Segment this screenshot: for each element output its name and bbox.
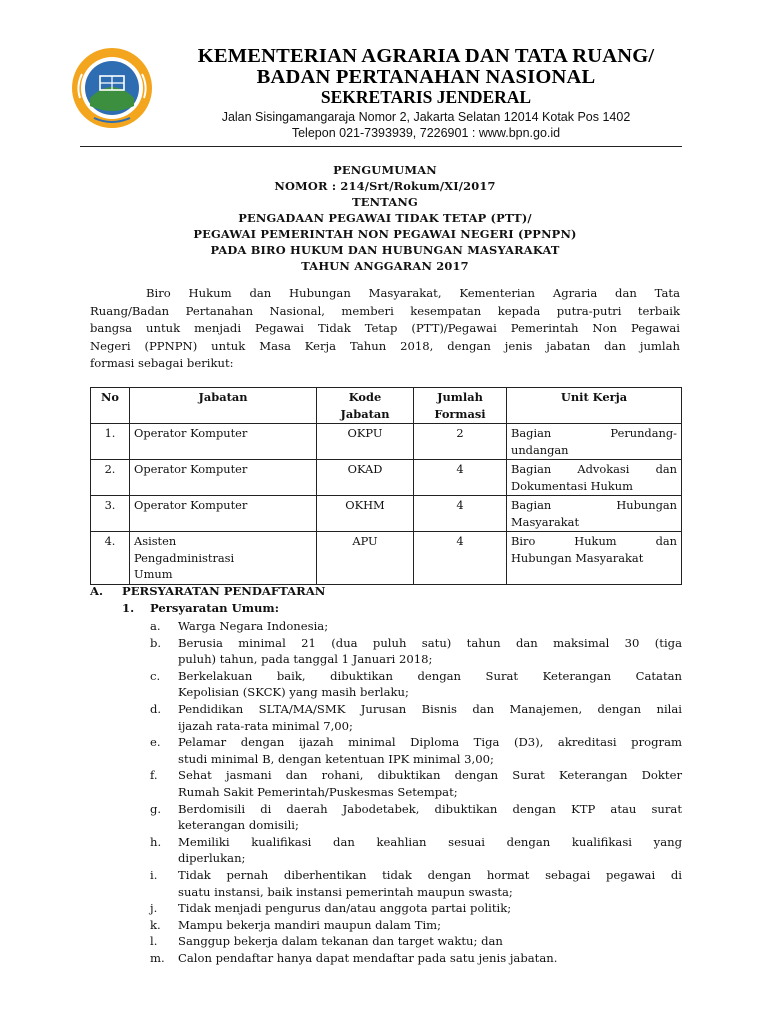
header-kode xyxy=(317,388,414,424)
announcement-number: NOMOR : 214/Srt/Rokum/XI/2017 xyxy=(274,179,496,193)
item-text: Tidak menjadi pengurus dan/atau anggota partai politik; xyxy=(178,901,512,916)
item-text: Mampu bekerja mandiri maupun dalam Tim; xyxy=(178,917,442,932)
cell-no: 2. xyxy=(91,460,130,496)
table-row xyxy=(91,496,682,532)
item-text: Berusia minimal 21 (dua puluh satu) tahun dan maksimal 30 (tiga xyxy=(178,635,682,650)
item-label: e. xyxy=(150,735,161,750)
item-text: Berdomisili di daerah Jabodetabek, dibuktikan dengan KTP atau surat xyxy=(178,801,682,816)
item-text: Pelamar dengan ijazah minimal Diploma Tiga (D3), akreditasi program xyxy=(178,735,682,750)
item-text: Sanggup bekerja dalam tekanan dan target waktu; dan xyxy=(178,934,503,949)
formation-table xyxy=(90,387,682,585)
cell-unit-line2: Masyarakat xyxy=(511,514,580,529)
cell-no: 3. xyxy=(91,496,130,532)
cell-jumlah: 2 xyxy=(414,424,507,460)
section-a-letter: A. xyxy=(90,584,104,598)
header-no: No xyxy=(91,388,130,424)
office-phone: Telepon 021-7393939, 7226901 : www.bpn.go.id xyxy=(291,126,561,140)
table-header-row xyxy=(91,388,682,424)
cell-kode: OKAD xyxy=(317,460,414,496)
item-label: c. xyxy=(150,668,161,683)
cell-kode: APU xyxy=(317,532,414,585)
item-text-cont: diperlukan; xyxy=(178,851,246,866)
cell-jabatan-line1: Asisten xyxy=(134,534,177,548)
cell-unit-line1: Bagian Advokasi dan xyxy=(511,462,677,476)
ministry-name-line2: BADAN PERTANAHAN NASIONAL xyxy=(256,66,596,88)
cell-unit xyxy=(507,424,682,460)
subsection-1-heading xyxy=(122,601,279,615)
intro-paragraph xyxy=(90,285,680,373)
item-label: i. xyxy=(150,867,158,882)
announcement-subject-line1: PENGADAAN PEGAWAI TIDAK TETAP (PTT)/ xyxy=(238,211,532,225)
cell-unit-line2: Dokumentasi Hukum xyxy=(511,478,633,493)
list-item xyxy=(150,701,682,734)
cell-unit-line1: Biro Hukum dan xyxy=(511,534,677,548)
item-text: Berkelakuan baik, dibuktikan dengan Surat Keterangan Catatan xyxy=(178,668,682,683)
cell-jabatan: Operator Komputer xyxy=(130,496,317,532)
item-label: j. xyxy=(150,901,158,916)
requirements-list xyxy=(150,618,682,966)
announcement-subject-line2: PEGAWAI PEMERINTAH NON PEGAWAI NEGERI (PPNPN) xyxy=(193,227,577,241)
cell-kode: OKHM xyxy=(317,496,414,532)
header-jumlah xyxy=(414,388,507,424)
list-item xyxy=(150,668,682,701)
section-a-title: PERSYARATAN PENDAFTARAN xyxy=(122,584,326,598)
list-item xyxy=(150,917,682,934)
cell-jabatan: Operator Komputer xyxy=(130,460,317,496)
list-item xyxy=(150,867,682,900)
item-label: h. xyxy=(150,834,162,849)
section-a-heading xyxy=(90,584,325,598)
item-label: a. xyxy=(150,619,161,633)
item-text-cont: keterangan domisili; xyxy=(178,818,299,833)
cell-no: 4. xyxy=(91,532,130,585)
header-jabatan: Jabatan xyxy=(130,388,317,424)
cell-unit-line2: Hubungan Masyarakat xyxy=(511,550,644,565)
table-row xyxy=(91,460,682,496)
item-label: k. xyxy=(150,917,161,932)
list-item xyxy=(150,801,682,834)
subsection-1-number: 1. xyxy=(122,601,135,615)
list-item xyxy=(150,767,682,800)
cell-unit xyxy=(507,532,682,585)
letterhead-divider xyxy=(80,146,682,147)
item-text: Sehat jasmani dan rohani, dibuktikan dengan Surat Keterangan Dokter xyxy=(178,768,682,783)
intro-line: Ruang/Badan Pertanahan Nasional, memberi kesempatan kepada putra-putri terbaik xyxy=(90,303,680,318)
item-text: Tidak pernah diberhentikan tidak dengan hormat sebagai pegawai di xyxy=(178,867,682,882)
cell-unit-line1: Bagian Hubungan xyxy=(511,498,677,512)
cell-kode: OKPU xyxy=(317,424,414,460)
table-row xyxy=(91,424,682,460)
item-text: Memiliki kualifikasi dan keahlian sesuai dengan kualifikasi yang xyxy=(178,834,682,849)
bpn-logo-icon xyxy=(70,46,154,130)
item-text-cont: suatu instansi, baik instansi pemerintah maupun swasta; xyxy=(178,884,513,899)
item-label: d. xyxy=(150,701,162,716)
table-row xyxy=(91,532,682,585)
item-label: l. xyxy=(150,934,158,949)
header-unit: Unit Kerja xyxy=(507,388,682,424)
header-kode-line2: Jabatan xyxy=(340,406,390,421)
item-label: m. xyxy=(150,950,165,965)
header-jumlah-line2: Formasi xyxy=(434,406,486,421)
cell-unit xyxy=(507,496,682,532)
intro-line: formasi sebagai berikut: xyxy=(90,356,234,371)
office-name: SEKRETARIS JENDERAL xyxy=(320,87,532,107)
list-item xyxy=(150,933,682,950)
item-text-cont: ijazah rata-rata minimal 7,00; xyxy=(178,718,353,733)
announcement-year: TAHUN ANGGARAN 2017 xyxy=(301,259,469,273)
list-item xyxy=(150,618,682,635)
intro-line: Biro Hukum dan Hubungan Masyarakat, Kementerian Agraria dan Tata xyxy=(146,286,680,300)
cell-jabatan xyxy=(130,532,317,585)
list-item xyxy=(150,950,682,967)
list-item xyxy=(150,834,682,867)
item-text-cont: puluh) tahun, pada tanggal 1 Januari 2018; xyxy=(178,652,433,667)
item-label: g. xyxy=(150,801,162,816)
subsection-1-title: Persyaratan Umum: xyxy=(150,601,279,615)
header-kode-line1: Kode xyxy=(348,390,382,404)
list-item xyxy=(150,635,682,668)
cell-jumlah: 4 xyxy=(414,496,507,532)
cell-jabatan-line2: Pengadministrasi xyxy=(134,550,235,565)
intro-line: bangsa untuk menjadi Pegawai Tidak Tetap (PTT)/Pegawai Pemerintah Non Pegawai xyxy=(90,321,680,336)
cell-no: 1. xyxy=(91,424,130,460)
item-text: Warga Negara Indonesia; xyxy=(178,619,329,633)
cell-unit xyxy=(507,460,682,496)
item-text: Pendidikan SLTA/MA/SMK Jurusan Bisnis dan Manajemen, dengan nilai xyxy=(178,701,682,716)
announcement-subject-line3: PADA BIRO HUKUM DAN HUBUNGAN MASYARAKAT xyxy=(210,243,560,257)
cell-unit-line2: undangan xyxy=(511,442,569,457)
item-label: f. xyxy=(150,768,158,783)
cell-jumlah: 4 xyxy=(414,532,507,585)
item-text: Calon pendaftar hanya dapat mendaftar pada satu jenis jabatan. xyxy=(178,950,558,965)
header-jumlah-line1: Jumlah xyxy=(437,390,483,404)
item-label: b. xyxy=(150,635,162,650)
item-text-cont: Kepolisian (SKCK) yang masih berlaku; xyxy=(178,685,409,700)
office-address: Jalan Sisingamangaraja Nomor 2, Jakarta Selatan 12014 Kotak Pos 1402 xyxy=(221,110,631,124)
cell-jabatan-line3: Umum xyxy=(134,567,173,581)
intro-line: Negeri (PPNPN) untuk Masa Kerja Tahun 2018, dengan jenis jabatan dan jumlah xyxy=(90,338,680,353)
list-item xyxy=(150,734,682,767)
ministry-name-line1: KEMENTERIAN AGRARIA DAN TATA RUANG/ xyxy=(197,45,655,67)
item-text-cont: Rumah Sakit Pemerintah/Puskesmas Setempat; xyxy=(178,784,458,799)
cell-jumlah: 4 xyxy=(414,460,507,496)
cell-jabatan: Operator Komputer xyxy=(130,424,317,460)
cell-unit-line1: Bagian Perundang- xyxy=(511,426,677,440)
announcement-label: PENGUMUMAN xyxy=(333,163,437,177)
item-text-cont: studi minimal B, dengan ketentuan IPK minimal 3,00; xyxy=(178,751,494,766)
list-item xyxy=(150,900,682,917)
announcement-about: TENTANG xyxy=(352,195,418,209)
